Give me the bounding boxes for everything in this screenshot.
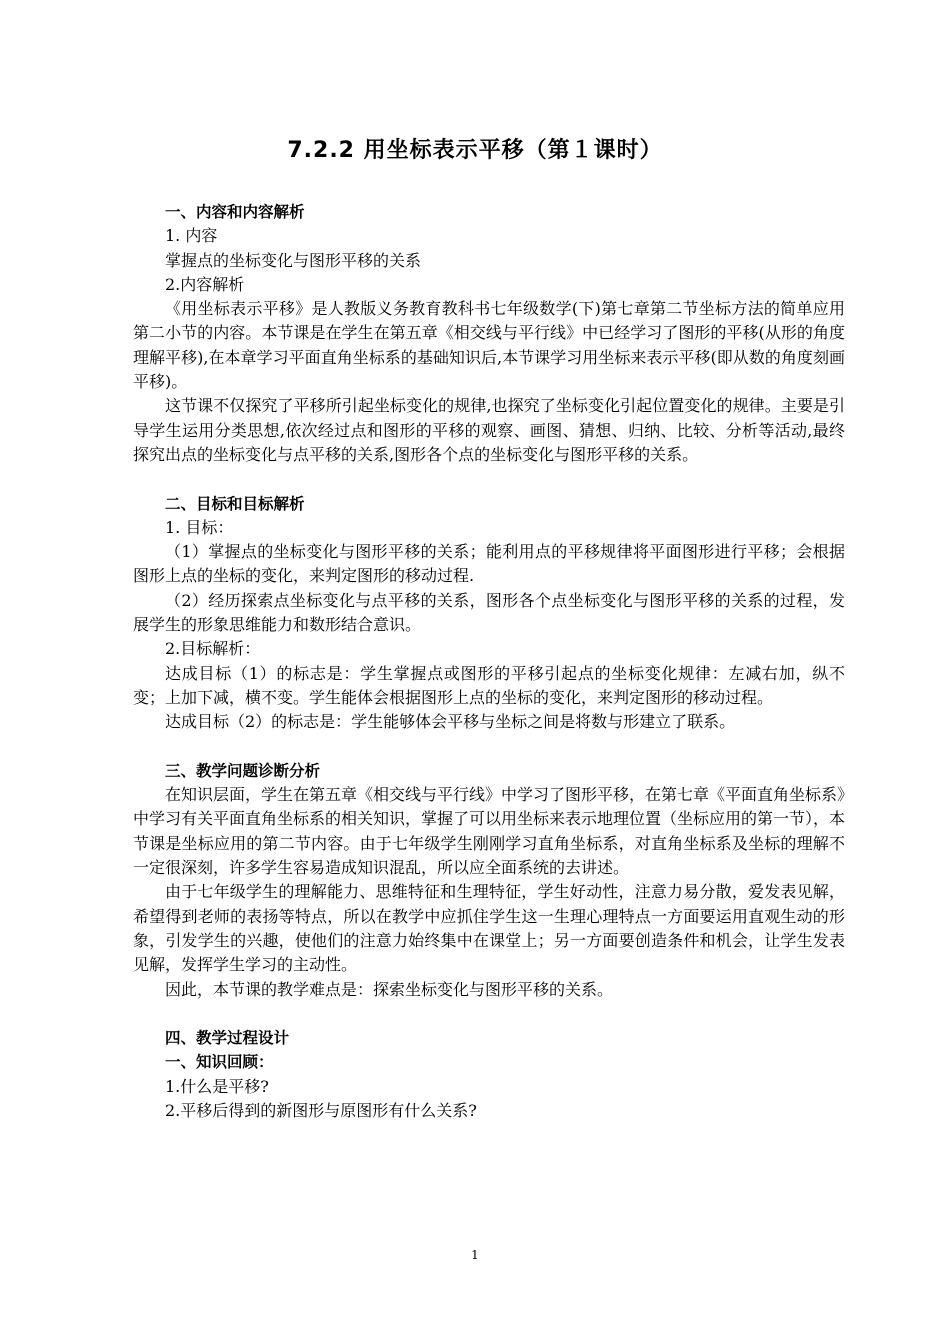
diagnosis-paragraph-2: 由于七年级学生的理解能力、思维特征和生理特征，学生好动性，注意力易分散，爱发表见解，希望得到老师的表扬等特点，所以在教学中应抓住学生这一生理心理特点一方面要运用直观生动的形象，引发学生的兴趣，使他们的注意力始终集中在课堂上；另一方面要创造条件和机会，让学生发表见解，发挥学生学习的主动性。 xyxy=(133,882,845,975)
diagnosis-paragraph-1: 在知识层面，学生在第五章《相交线与平行线》中学习了图形平移，在第七章《平面直角坐标系》中学习有关平面直角坐标系的相关知识，掌握了可以用坐标来表示地理位置（坐标应用的第一节），本节课是坐标应用的第二节内容。由于七年级学生刚刚学习直角坐标系，对直角坐标系及坐标的理解不一定很深刻，许多学生容易造成知识混乱，所以应全面系统的去讲述。 xyxy=(133,785,846,878)
content-text: 掌握点的坐标变化与图形平移的关系 xyxy=(165,250,422,270)
page-number: 1 xyxy=(471,1248,479,1262)
content-label: 1. 内容 xyxy=(165,226,218,246)
goal-2-paragraph: （2）经历探索点坐标变化与点平移的关系，图形各个点坐标变化与图形平移的关系的过程，发展学生的形象思维能力和数形结合意识。 xyxy=(133,590,845,635)
goals-analysis-label: 2.目标解析： xyxy=(165,639,261,659)
review-question-1: 1.什么是平移? xyxy=(165,1076,269,1096)
document-body xyxy=(133,200,846,1123)
goal-1-paragraph: （1）掌握点的坐标变化与图形平移的关系；能利用点的平移规律将平面图形进行平移；会根据图形上点的坐标的变化，来判定图形的移动过程. xyxy=(133,542,845,586)
content-analysis-paragraph-2: 这节课不仅探究了平移所引起坐标变化的规律,也探究了坐标变化引起位置变化的规律。主要是引导学生运用分类思想,依次经过点和图形的平移的观察、画图、猜想、归纳、比较、分析等活动,最终探究出点的坐标变化与点平移的关系,图形各个点的坐标变化与图形平移的关系。 xyxy=(133,396,845,464)
goal-analysis-2-paragraph: 达成目标（2）的标志是：学生能够体会平移与坐标之间是将数与形建立了联系。 xyxy=(165,712,736,732)
review-question-2: 2.平移后得到的新图形与原图形有什么关系? xyxy=(165,1100,477,1120)
content-analysis-label: 2.内容解析 xyxy=(165,274,245,294)
subsection-heading-review: 一、知识回顾： xyxy=(165,1053,274,1072)
goals-label: 1. 目标： xyxy=(165,517,234,537)
document-title: 7.2.2 用坐标表示平移（第１课时） xyxy=(287,138,663,163)
section-heading-goals: 二、目标和目标解析 xyxy=(165,494,305,513)
goal-analysis-1-paragraph: 达成目标（1）的标志是：学生掌握点或图形的平移引起点的坐标变化规律：左减右加，纵不变；上加下减，横不变。学生能体会根据图形上点的坐标的变化，来判定图形的移动过程。 xyxy=(133,663,845,707)
content-analysis-paragraph-1: 《用坐标表示平移》是人教版义务教育教科书七年级数学(下)第七章第二节坐标方法的简单应用第二小节的内容。本节课是在学生在第五章《相交线与平行线》中已经学习了图形的平移(从形的角度理解平移),在本章学习平面直角坐标系的基础知识后,本节课学习用坐标来表示平移(即从数的角度刻画平移)。 xyxy=(133,299,845,392)
diagnosis-paragraph-3: 因此，本节课的教学难点是：探索坐标变化与图形平移的关系。 xyxy=(165,979,614,999)
section-heading-content: 一、内容和内容解析 xyxy=(165,203,305,221)
section-heading-process: 四、教学过程设计 xyxy=(165,1029,290,1048)
section-heading-diagnosis: 三、教学问题诊断分析 xyxy=(165,761,321,780)
